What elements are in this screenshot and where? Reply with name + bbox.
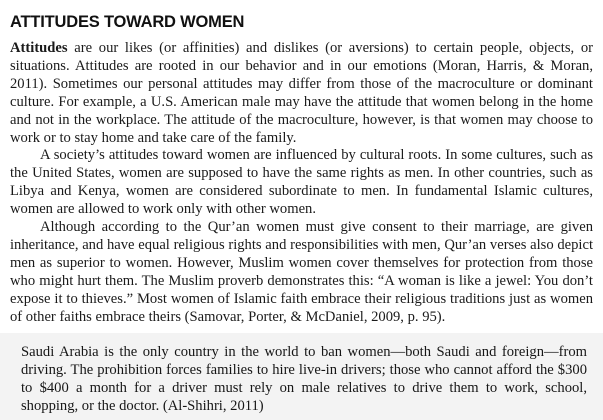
paragraph-cultural-roots: A society’s attitudes toward women are influenced by cultural roots. In some cultures, such as the United States, women are supposed to have the same rights as men. In other countries, such as Libya and Kenya, women are considered subordinate to men. In fundamental Islamic cultures, women are allowed to work only with other women. (10, 147, 593, 218)
key-term: Attitudes (10, 40, 68, 56)
document-page (10, 0, 593, 327)
paragraph-text: are our likes (or affinities) and dislikes (or aversions) to certain people, objects, or situations. Attitudes are rooted in our behavior and in our emotions (Moran, Harris, & Moran, 2011). Sometimes our personal attitudes may differ from those of the macroculture or dominant culture. For example, a U.S. American male may have the attitude that women belong in the home and not in the workplace. The attitude of the macroculture, however, is that women may choose to work or to stay home and take care of the family. (10, 40, 593, 146)
paragraph-attitudes-definition (10, 40, 593, 147)
section-heading: ATTITUDES TOWARD WOMEN (10, 13, 245, 31)
paragraph-quran: Although according to the Qur’an women must give consent to their marriage, are given inheritance, and have equal religious rights and responsibilities with men, Qur’an verses also depict men as superior to women. However, Muslim women cover themselves for protection from those who might hurt them. The Muslim proverb demonstrates this: “A woman is like a jewel: You don’t expose it to thieves.” Most women of Islamic faith embrace their religious traditions just as women of other faiths embrace theirs (Samovar, Porter, & McDaniel, 2009, p. 95). (10, 219, 593, 325)
section-body (10, 40, 593, 327)
callout-text: Saudi Arabia is the only country in the world to ban women—both Saudi and foreign—from driving. The prohibition forces families to hire live-in drivers; those who cannot afford the $300 to $400 a month for a driver must rely on male relatives to drive them to work, school, shopping, or the doctor. (Al-Shihri, 2011) (21, 344, 587, 414)
callout-box (0, 333, 603, 420)
